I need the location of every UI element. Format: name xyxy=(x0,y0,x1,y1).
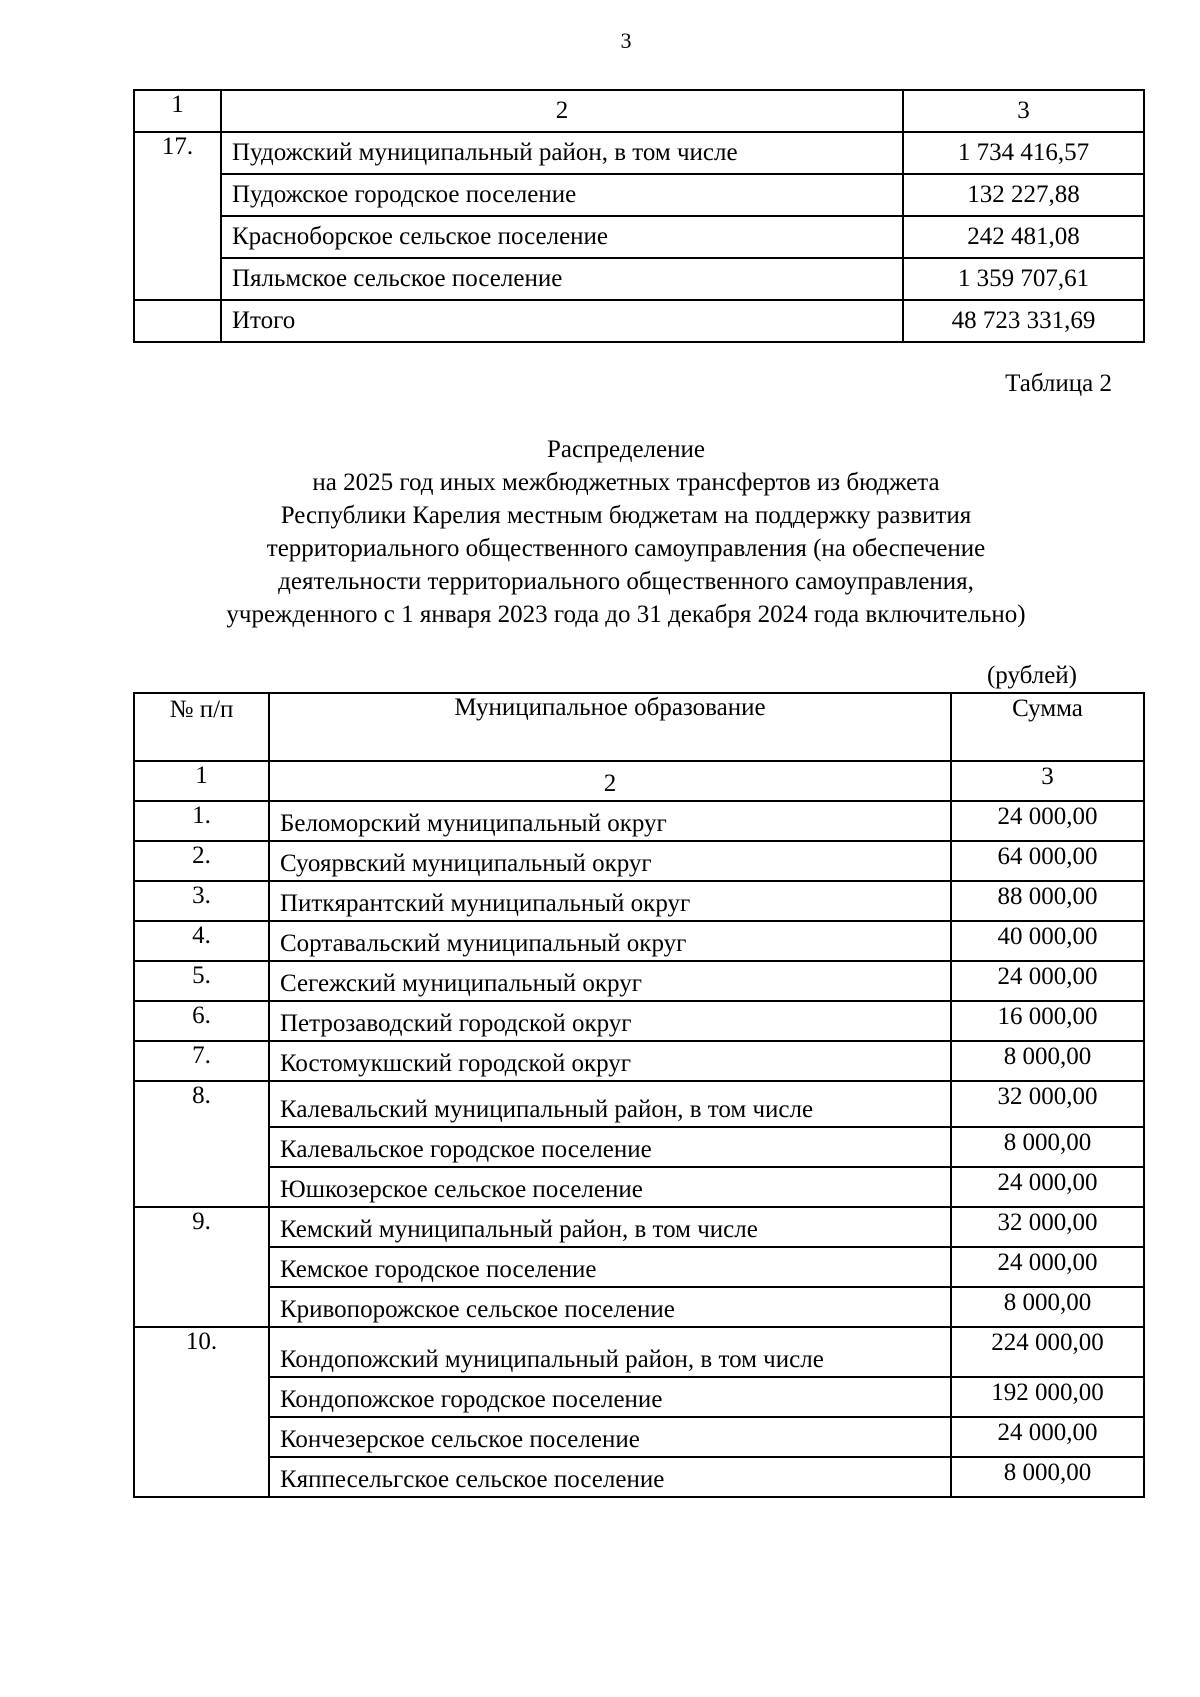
row-name: Кривопорожское сельское поселение xyxy=(269,1287,951,1327)
table-title xyxy=(0,433,1200,631)
title-line: на 2025 год иных межбюджетных трансфертов из бюджета xyxy=(312,469,940,496)
row-sum: 132 227,88 xyxy=(903,174,1144,216)
row-number: 7. xyxy=(134,1041,269,1081)
table-continuation xyxy=(133,89,1145,343)
table-row xyxy=(134,1417,1144,1457)
row-name: Кончезерское сельское поселение xyxy=(269,1417,951,1457)
row-sum: 24 000,00 xyxy=(951,1247,1144,1287)
row-name: Костомукшский городской округ xyxy=(269,1041,951,1081)
row-sum: 8 000,00 xyxy=(951,1457,1144,1497)
row-name: Пудожский муниципальный район, в том числе xyxy=(221,132,903,174)
total-label: Итого xyxy=(221,300,903,342)
title-line: деятельности территориального общественного самоуправления, xyxy=(278,568,974,595)
col-number-2: 2 xyxy=(269,761,951,801)
row-number: 10. xyxy=(134,1327,269,1497)
row-name: Сегежский муниципальный округ xyxy=(269,961,951,1001)
table-column-numbers xyxy=(134,90,1144,132)
table-row xyxy=(134,961,1144,1001)
row-name: Кяппесельгское сельское поселение xyxy=(269,1457,951,1497)
row-name: Пудожское городское поселение xyxy=(221,174,903,216)
distribution-table xyxy=(133,692,1145,1498)
col-number-1: 1 xyxy=(134,761,269,801)
row-name: Калевальский муниципальный район, в том числе xyxy=(269,1081,951,1127)
row-name: Питкярантский муниципальный округ xyxy=(269,881,951,921)
title-line: Распределение xyxy=(547,436,705,463)
row-number: 5. xyxy=(134,961,269,1001)
header-number: № п/п xyxy=(134,693,269,761)
col-number-2: 2 xyxy=(221,90,903,132)
row-sum: 8 000,00 xyxy=(951,1041,1144,1081)
table-row xyxy=(134,881,1144,921)
table-row xyxy=(134,1041,1144,1081)
row-name: Беломорский муниципальный округ xyxy=(269,801,951,841)
header-sum: Сумма xyxy=(951,693,1144,761)
row-name: Юшкозерское сельское поселение xyxy=(269,1167,951,1207)
col-number-1: 1 xyxy=(134,90,221,132)
row-name: Пяльмское сельское поселение xyxy=(221,258,903,300)
col-number-3: 3 xyxy=(951,761,1144,801)
row-sum: 1 359 707,61 xyxy=(903,258,1144,300)
row-sum: 24 000,00 xyxy=(951,1167,1144,1207)
header-name: Муниципальное образование xyxy=(269,693,951,761)
row-sum: 8 000,00 xyxy=(951,1127,1144,1167)
table-row xyxy=(134,1457,1144,1497)
row-name: Кемский муниципальный район, в том числе xyxy=(269,1207,951,1247)
row-sum: 32 000,00 xyxy=(951,1207,1144,1247)
table-row xyxy=(134,1327,1144,1377)
row-sum: 192 000,00 xyxy=(951,1377,1144,1417)
row-sum: 24 000,00 xyxy=(951,801,1144,841)
table-row xyxy=(134,1001,1144,1041)
units-label: (рублей) xyxy=(986,662,1077,689)
title-line: территориального общественного самоуправления (на обеспечение xyxy=(266,535,986,562)
row-sum: 16 000,00 xyxy=(951,1001,1144,1041)
row-number: 4. xyxy=(134,921,269,961)
row-sum: 1 734 416,57 xyxy=(903,132,1144,174)
row-sum: 224 000,00 xyxy=(951,1327,1144,1377)
table-row xyxy=(134,258,1144,300)
total-sum: 48 723 331,69 xyxy=(903,300,1144,342)
table-row xyxy=(134,1247,1144,1287)
row-sum: 8 000,00 xyxy=(951,1287,1144,1327)
row-name: Кондопожский муниципальный район, в том числе xyxy=(269,1327,951,1377)
table-column-numbers xyxy=(134,761,1144,801)
table-row xyxy=(134,1081,1144,1127)
row-sum: 24 000,00 xyxy=(951,961,1144,1001)
row-name: Суоярвский муниципальный округ xyxy=(269,841,951,881)
page-number: 3 xyxy=(620,28,632,53)
table-row xyxy=(134,1207,1144,1247)
row-number: 2. xyxy=(134,841,269,881)
table-header xyxy=(134,693,1144,761)
table-row xyxy=(134,801,1144,841)
table-row xyxy=(134,1167,1144,1207)
row-name: Кондопожское городское поселение xyxy=(269,1377,951,1417)
table-row xyxy=(134,174,1144,216)
row-name: Кемское городское поселение xyxy=(269,1247,951,1287)
table-row xyxy=(134,216,1144,258)
col-number-3: 3 xyxy=(903,90,1144,132)
row-number: 9. xyxy=(134,1207,269,1327)
row-name: Петрозаводский городской округ xyxy=(269,1001,951,1041)
table-row xyxy=(134,1377,1144,1417)
row-sum: 40 000,00 xyxy=(951,921,1144,961)
row-number: 1. xyxy=(134,801,269,841)
row-sum: 24 000,00 xyxy=(951,1417,1144,1457)
row-name: Сортавальский муниципальный округ xyxy=(269,921,951,961)
row-name: Калевальское городское поселение xyxy=(269,1127,951,1167)
row-number: 17. xyxy=(134,132,221,300)
table-row xyxy=(134,921,1144,961)
table-label: Таблица 2 xyxy=(1005,370,1112,397)
row-number xyxy=(134,300,221,342)
table-row xyxy=(134,132,1144,174)
row-number: 8. xyxy=(134,1081,269,1207)
title-line: Республики Карелия местным бюджетам на поддержку развития xyxy=(280,502,972,529)
row-sum: 88 000,00 xyxy=(951,881,1144,921)
row-number: 3. xyxy=(134,881,269,921)
total-row xyxy=(134,300,1144,342)
title-line: учрежденного с 1 января 2023 года до 31 декабря 2024 года включительно) xyxy=(226,601,1026,628)
table-row xyxy=(134,1127,1144,1167)
row-sum: 32 000,00 xyxy=(951,1081,1144,1127)
row-name: Красноборское сельское поселение xyxy=(221,216,903,258)
row-number: 6. xyxy=(134,1001,269,1041)
table-row xyxy=(134,1287,1144,1327)
row-sum: 242 481,08 xyxy=(903,216,1144,258)
row-sum: 64 000,00 xyxy=(951,841,1144,881)
table-row xyxy=(134,841,1144,881)
